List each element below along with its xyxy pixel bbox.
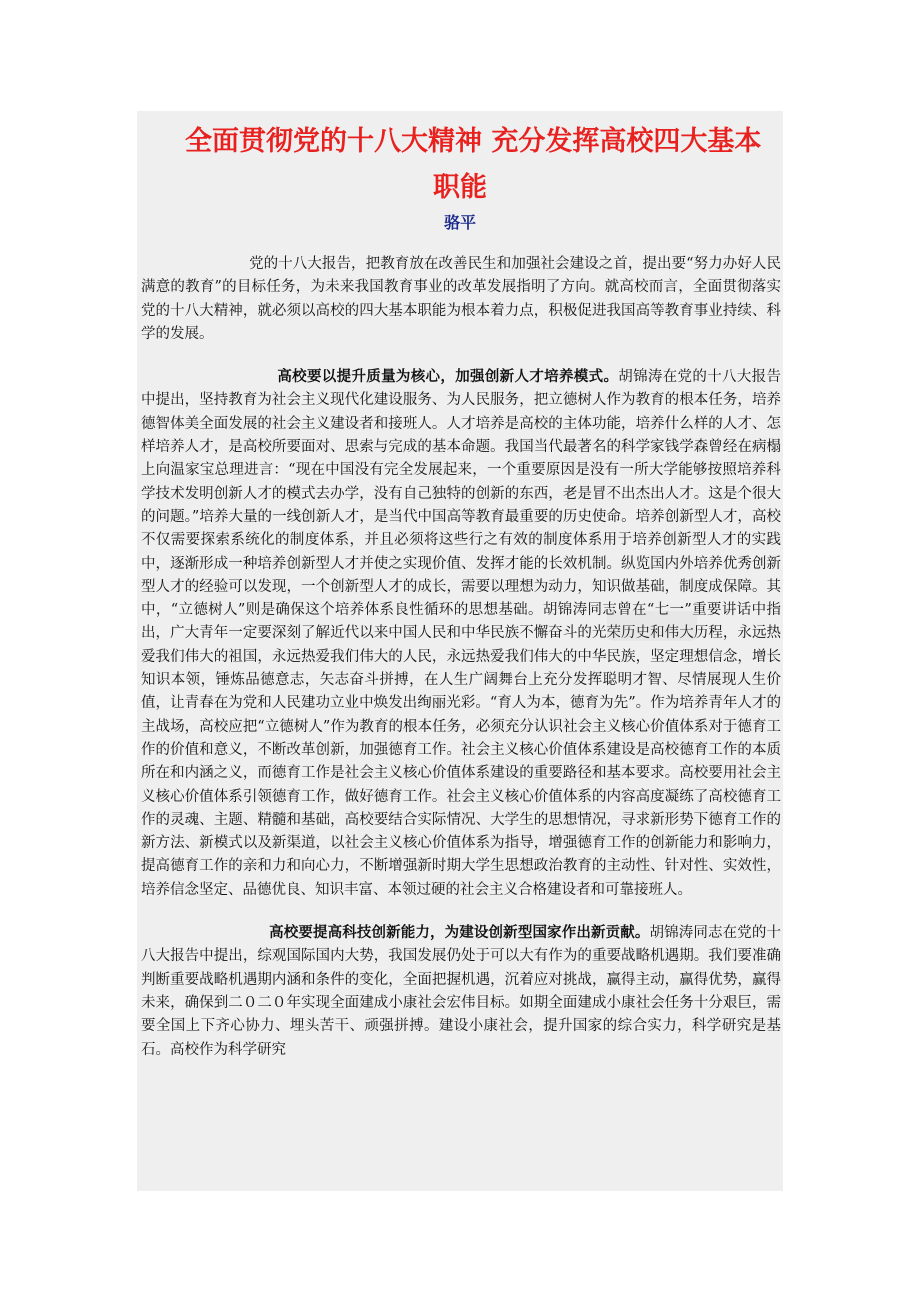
paragraph-text: 胡锦涛同志在党的十八大报告中提出，综观国际国内大势，我国发展仍处于可以大有作为的重要战略机遇期。我们要准确判断重要战略机遇期内涵和条件的变化，全面把握机遇，沉着应对挑战，赢得主动，赢得优势，赢得未来，确保到二０二０年实现全面建成小康社会宏伟目标。如期全面建成小康社会任务十分艰巨，需要全国上下齐心协力、埋头苦干、顽强拼搏。建设小康社会，提升国家的综合实力，科学研究是基石。高校作为科学研究 — [141, 925, 782, 1058]
paragraph-intro — [137, 253, 783, 346]
document-page — [137, 111, 783, 1191]
document-title-line1: 全面贯彻党的十八大精神 充分发挥高校四大基本 — [185, 126, 762, 157]
paragraph-text: 胡锦涛在党的十八大报告中提出，坚持教育为社会主义现代化建设服务、为人民服务，把立德树人作为教育的根本任务，培养德智体美全面发展的社会主义建设者和接班人。人才培养是高校的主体功能，培养什么样的人才、怎样培养人才，是高校所要面对、思索与完成的基本命题。我国当代最著名的科学家钱学森曾经在病榻上向温家宝总理进言：“现在中国没有完全发展起来，一个重要原因是没有一所大学能够按照培养科学技术发明创新人才的模式去办学，没有自己独特的创新的东西，老是冒不出杰出人才。这是个很大的问题。”培养大量的一线创新人才，是当代中国高等教育最重要的历史使命。培养创新型人才，高校不仅需要探索系统化的制度体系，并且必须将这些行之有效的制度体系用于培养创新型人才的实践中，逐渐形成一种培养创新型人才并使之实现价值、发挥才能的长效机制。纵览国内外培养优秀创新型人才的经验可以发现，一个创新型人才的成长，需要以理想为动力，知识做基础，制度成保障。其中，“立德树人”则是确保这个培养体系良性循环的思想基础。胡锦涛同志曾在“七一”重要讲话中指出，广大青年一定要深刻了解近代以来中国人民和中华民族不懈奋斗的光荣历史和伟大历程，永远热爱我们伟大的祖国，永远热爱我们伟大的人民，永远热爱我们伟大的中华民族，坚定理想信念，增长知识本领，锤炼品德意志，矢志奋斗拼搏，在人生广阔舞台上充分发挥聪明才智、尽情展现人生价值，让青春在为党和人民建功立业中焕发出绚丽光彩。“育人为本，德育为先”。作为培养青年人才的主战场，高校应把“立德树人”作为教育的根本任务，必须充分认识社会主义核心价值体系对于德育工作的价值和意义，不断改革创新，加强德育工作。社会主义核心价值体系建设是高校德育工作的本质所在和内涵之义，而德育工作是社会主义核心价值体系建设的重要路径和基本要求。高校要用社会主义核心价值体系引领德育工作，做好德育工作。社会主义核心价值体系的内容高度凝练了高校德育工作的灵魂、主题、精髓和基础，高校要结合实际情况、大学生的思想情况，寻求新形势下德育工作的新方法、新模式以及新渠道，以社会主义核心价值体系为指导，增强德育工作的创新能力和影响力，提高德育工作的亲和力和向心力，不断增强新时期大学生思想政治教育的主动性、针对性、实效性，培养信念坚定、品德优良、知识丰富、本领过硬的社会主义合格建设者和可靠接班人。 — [141, 369, 782, 898]
document-title-line2: 职能 — [433, 172, 487, 203]
paragraph-lead: 高校要提高科技创新能力，为建设创新型国家作出新贡献。 — [269, 925, 650, 942]
paragraph-text: 党的十八大报告，把教育放在改善民生和加强社会建设之首，提出要“努力办好人民满意的教育”的目标任务，为未来我国教育事业的改革发展指明了方向。就高校而言，全面贯彻落实党的十八大精神，就必须以高校的四大基本职能为根本着力点，积极促进我国高等教育事业持续、科学的发展。 — [141, 256, 781, 342]
watermark-logo — [607, 611, 697, 641]
paragraph-lead: 高校要以提升质量为核心，加强创新人才培养模式。 — [277, 369, 619, 386]
document-author: 骆平 — [443, 213, 476, 232]
paragraph-tech-innovation — [137, 922, 783, 1062]
